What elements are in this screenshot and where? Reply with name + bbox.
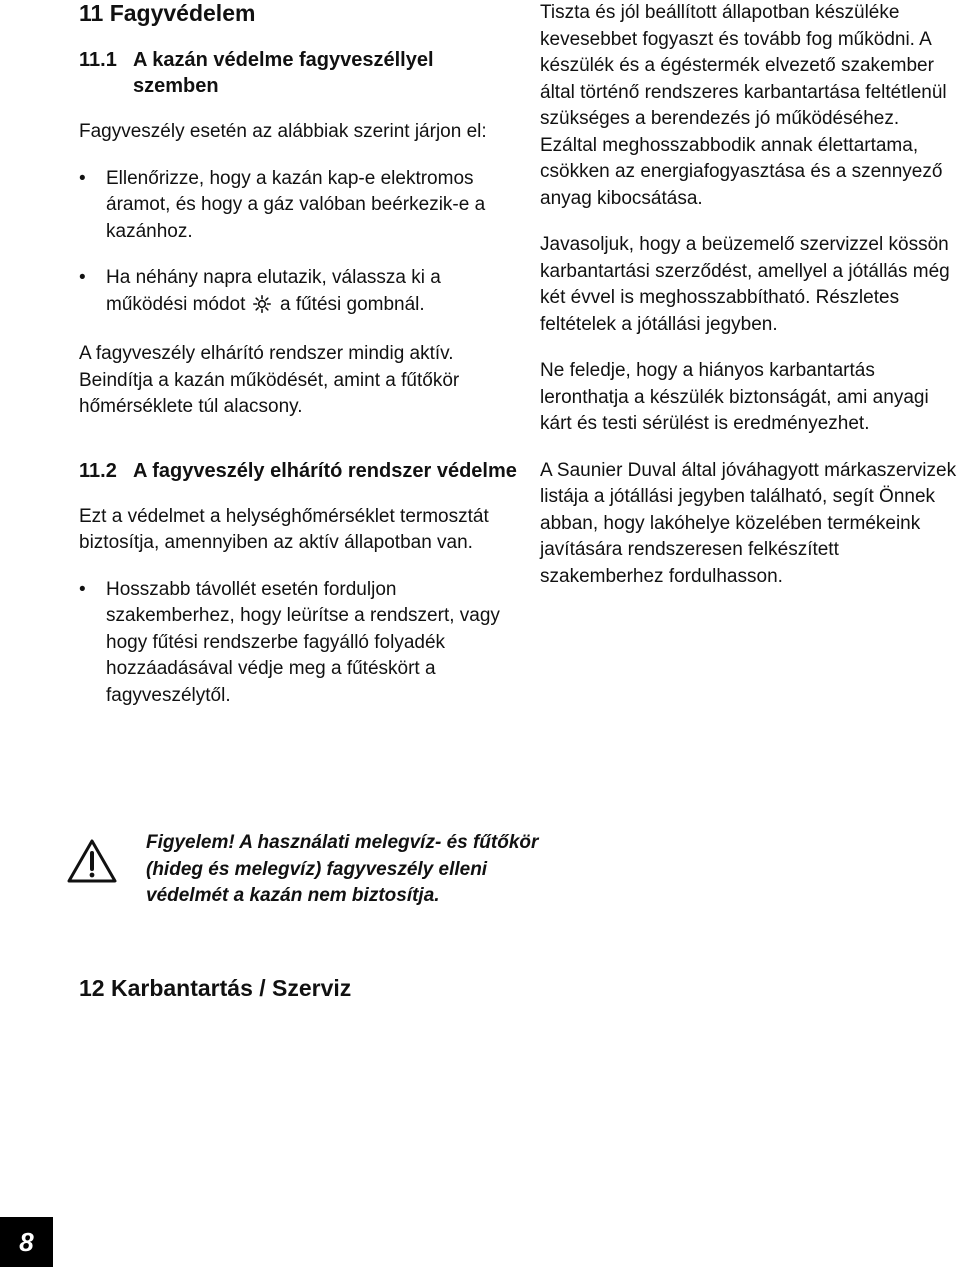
section-11-1-paragraph: A fagyveszély elhárító rendszer mindig aktív. Beindítja a kazán működését, amint a fűtőkör hőmérséklete túl alacsony. [79,343,460,417]
page-number: 8 [0,1217,53,1267]
sun-icon [253,295,271,322]
bullet-dot: • [79,267,86,288]
warning-note [66,830,546,910]
section-11-1-title: A kazán védelme fagyveszéllyel szemben [133,49,434,97]
maintenance-paragraph-4: A Saunier Duval által jóváhagyott márkaszervizek listája a jótállási jegyben található, segít Önnek abban, hogy lakóhelye közelében termékeink javítására rendszeresen felkészített szakemberhez fordulhasson. [540,459,957,587]
section-11-2-number: 11.2 [79,459,117,482]
warning-text: Figyelem! A használati melegvíz- és fűtőkör (hideg és melegvíz) fagyveszély elleni védelmét a kazán nem biztosítja. [146,832,539,906]
bullet-text: Ellenőrizze, hogy a kazán kap-e elektromos áramot, és hogy a gáz valóban beérkezik-e a kazánhoz. [106,167,486,242]
section-11-2-bullet-list [79,577,519,710]
bullet-text: Hosszabb távollét esetén forduljon szakemberhez, hogy leürítse a rendszert, vagy hogy fűtési rendszerbe fagyálló folyadék hozzáadásával védje meg a fűtéskört a fagyveszélytől. [106,578,500,706]
maintenance-paragraph-2: Javasoljuk, hogy a beüzemelő szervizzel kössön karbantartási szerződést, amellyel a jótállás még két évvel is meghosszabbítható. Részletes feltételek a jótállási jegyben. [540,234,950,335]
list-item [79,166,519,246]
section-11-1-bullet-list [79,166,519,322]
section-11-1-intro: Fagyveszély esetén az alábbiak szerint járjon el: [79,121,487,142]
section-11-2-heading [79,458,519,484]
bullet-dot: • [79,167,86,189]
section-12-title: 12 Karbantartás / Szerviz [79,975,352,1001]
section-11-2-paragraph: Ezt a védelmet a helységhőmérséklet termosztát biztosítja, amennyiben az aktív állapotban van. [79,505,489,553]
section-11-title: 11 Fagyvédelem [79,0,256,26]
maintenance-paragraph-3: Ne feledje, hogy a hiányos karbantartás leronthatja a készülék biztonságát, ami anyagi kárt és testi sérülést is eredményezhet. [540,360,929,434]
maintenance-paragraph-1: Tiszta és jól beállított állapotban készüléke kevesebbet fogyaszt és tovább fog működni. A készülék és a égéstermék elvezető szakember által történő rendszeres karbantartása feltétlenül szükséges a berendezés jó működéséhez. Ezáltal meghosszabbodik annak élettartama, csökken az energiafogyasztása és a szennyező anyag kibocsátása. [540,2,947,209]
right-column [540,0,960,590]
warning-triangle-icon [66,830,146,910]
bullet-text-mode: működési módot [106,293,246,315]
section-11-2-title: A fagyveszély elhárító rendszer védelme [133,459,517,482]
list-item [79,577,519,710]
bullet-text-start: Ha néhány napra elutazik, válassza ki a [106,267,441,288]
left-column [79,0,519,729]
bullet-text-end: a fűtési gombnál. [279,293,425,315]
bullet-text-with-icon [106,265,519,321]
list-item [79,265,519,321]
bullet-dot: • [79,578,86,600]
section-11-1-heading [79,47,519,99]
section-11-1-number: 11.1 [79,49,117,71]
